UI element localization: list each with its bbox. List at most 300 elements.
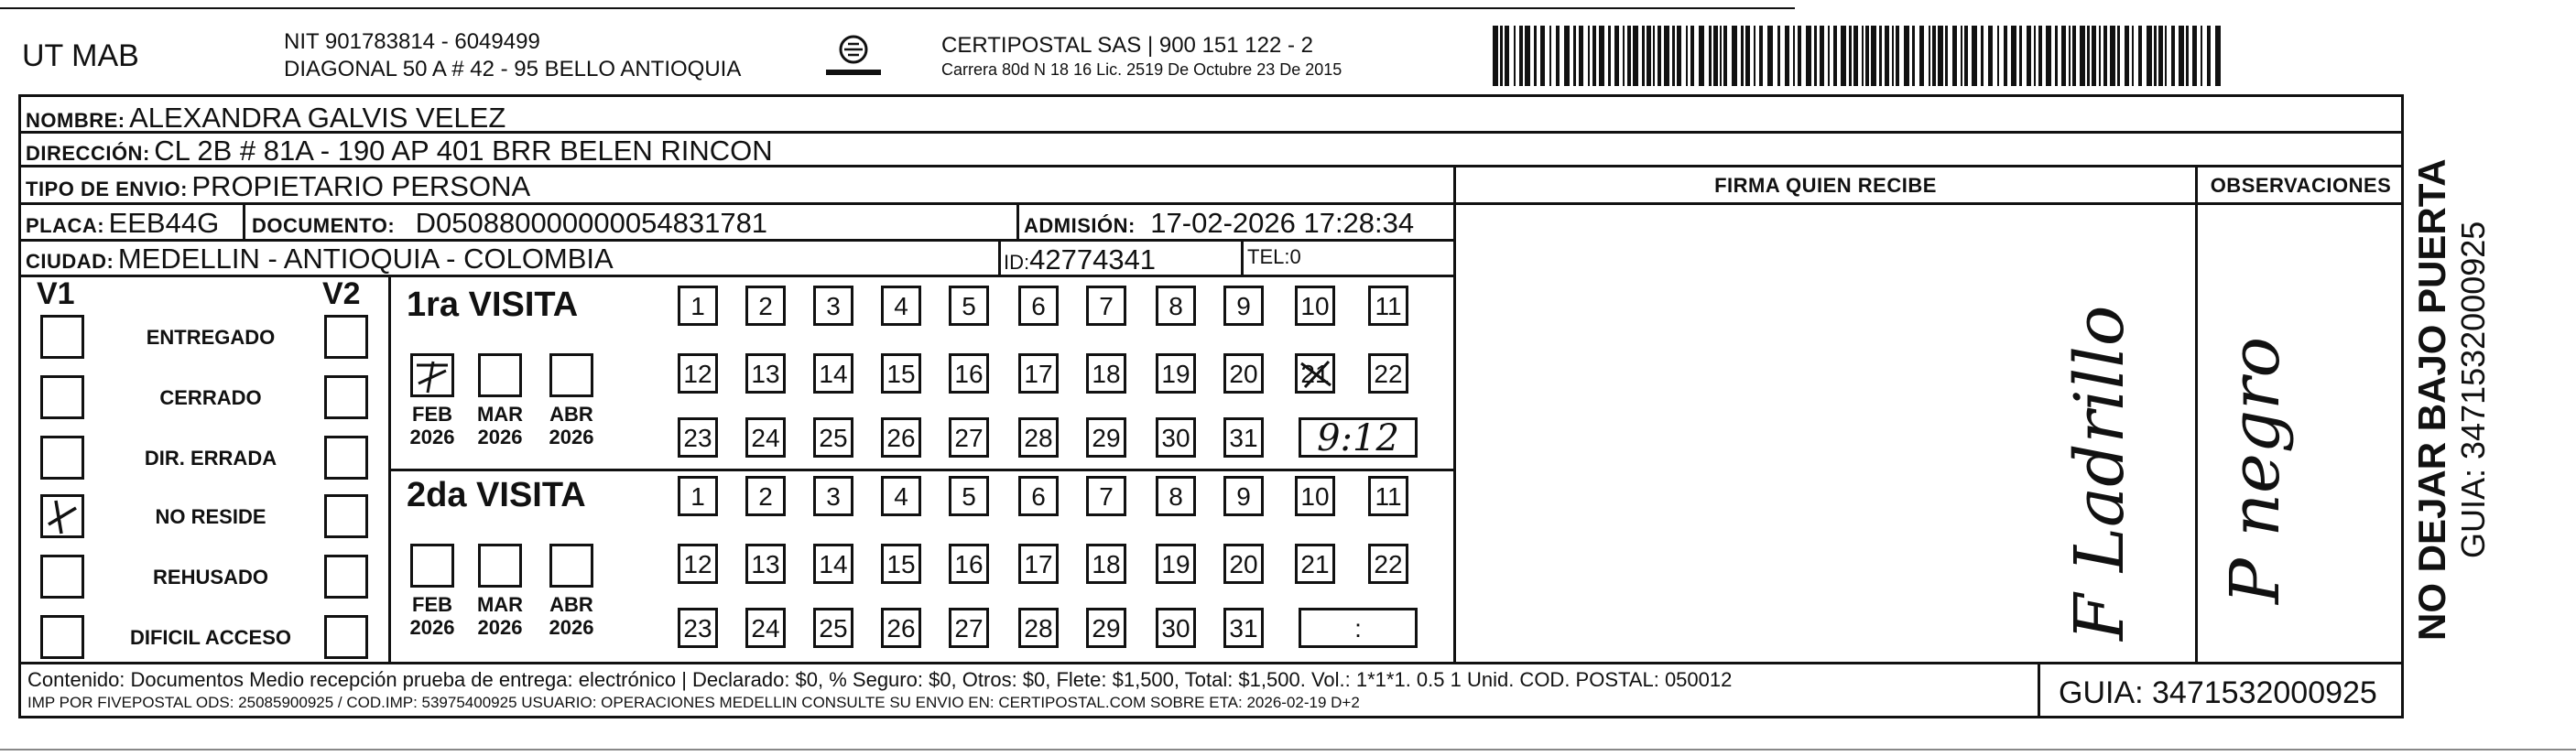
- day-number: 7: [1099, 292, 1114, 320]
- day-number: 13: [751, 360, 780, 388]
- barcode-bar: [1777, 26, 1780, 86]
- barcode-bar: [1579, 26, 1583, 86]
- first-visit-day-box[interactable]: [678, 417, 718, 458]
- first-visit-day-box[interactable]: [881, 417, 921, 458]
- company-name: UT MAB: [22, 38, 139, 73]
- tel-cell: [1247, 245, 1301, 269]
- day-number: 27: [954, 424, 984, 452]
- barcode-bar: [1798, 26, 1801, 86]
- day-number: 8: [1168, 292, 1183, 320]
- barcode-bar: [1686, 26, 1688, 86]
- barcode-bar: [2019, 26, 2022, 86]
- first-visit-day-box[interactable]: [745, 353, 786, 394]
- admission-label: ADMISIÓN:: [1024, 214, 1136, 237]
- first-visit-day-box[interactable]: [813, 417, 853, 458]
- second-visit-time-box[interactable]: [1299, 608, 1418, 648]
- status-option-label: REHUSADO: [153, 566, 268, 589]
- barcode-bar: [1642, 26, 1645, 86]
- barcode-bar: [2103, 26, 2107, 86]
- barcode-bar: [2186, 26, 2189, 86]
- status-option-label: NO RESIDE: [155, 505, 266, 528]
- barcode-bar: [1573, 26, 1576, 86]
- barcode-bar: [2110, 26, 2115, 86]
- barcode-bar: [2165, 26, 2167, 86]
- barcode-bar: [1938, 26, 1943, 86]
- barcode-bar: [1658, 26, 1661, 86]
- second-visit-day-box[interactable]: [813, 544, 853, 584]
- first-visit-day-box[interactable]: [1086, 353, 1126, 394]
- day-number: 11: [1375, 292, 1402, 320]
- month-label: [468, 403, 532, 448]
- barcode-bar: [1879, 26, 1882, 86]
- shipment-type: PROPIETARIO PERSONA: [191, 170, 531, 202]
- second-visit-day-box[interactable]: [745, 544, 786, 584]
- barcode-bar: [2004, 26, 2007, 86]
- first-visit-day-box[interactable]: [745, 417, 786, 458]
- day-number: 4: [894, 292, 908, 320]
- day-number: 3: [826, 292, 841, 320]
- barcode-bar: [1592, 26, 1596, 86]
- month-name: ABR: [549, 593, 593, 616]
- barcode-bar: [1997, 26, 1999, 86]
- type-row: [26, 170, 530, 203]
- day-number: 13: [751, 550, 780, 578]
- day-number: 17: [1024, 360, 1053, 388]
- first-visit-day-box[interactable]: [1223, 417, 1264, 458]
- day-number: 26: [886, 614, 916, 643]
- first-visit-day-box[interactable]: [1156, 353, 1196, 394]
- day-number: 12: [683, 550, 712, 578]
- second-visit-day-box[interactable]: [1018, 476, 1059, 516]
- barcode-bar: [1672, 26, 1675, 86]
- barcode-bar: [2087, 26, 2090, 86]
- v1-checkbox[interactable]: [40, 436, 84, 480]
- first-visit-day-box[interactable]: [1368, 353, 1408, 394]
- second-visit-title: 2da VISITA: [407, 476, 586, 514]
- first-visit-day-box[interactable]: [1223, 353, 1264, 394]
- v2-checkbox[interactable]: [324, 615, 368, 659]
- barcode-bar: [1981, 26, 1984, 86]
- barcode-bar: [1919, 26, 1924, 86]
- second-visit-month-checkbox[interactable]: [549, 544, 593, 588]
- day-number: 19: [1161, 360, 1190, 388]
- barcode: [1493, 26, 2221, 86]
- day-number: 29: [1092, 424, 1121, 452]
- barcode-bar: [1871, 26, 1876, 86]
- day-number: 25: [819, 424, 848, 452]
- day-number: 4: [894, 482, 908, 511]
- v2-checkbox[interactable]: [324, 494, 368, 538]
- barcode-bar: [1549, 26, 1551, 86]
- barcode-bar: [2171, 26, 2175, 86]
- barcode-bar: [2055, 26, 2058, 86]
- barcode-bar: [1828, 26, 1830, 86]
- day-number: 23: [683, 424, 712, 452]
- day-number: 22: [1374, 360, 1403, 388]
- month-name: ABR: [549, 403, 593, 426]
- second-visit-day-box[interactable]: [1156, 476, 1196, 516]
- month-label: [400, 403, 464, 448]
- first-visit-day-box[interactable]: [1018, 417, 1059, 458]
- barcode-bar: [1833, 26, 1837, 86]
- barcode-bar: [1709, 26, 1712, 86]
- month-name: FEB: [412, 593, 452, 616]
- second-visit-day-box[interactable]: [1295, 476, 1335, 516]
- company-nit: NIT 901783814 - 6049499: [284, 29, 540, 54]
- first-visit-day-box[interactable]: [678, 286, 718, 326]
- barcode-bar: [1767, 26, 1773, 86]
- first-visit-day-box[interactable]: [745, 286, 786, 326]
- day-number: 31: [1229, 424, 1258, 452]
- second-visit-day-box[interactable]: [745, 608, 786, 648]
- day-number: 16: [954, 550, 984, 578]
- status-option-label: ENTREGADO: [146, 326, 276, 349]
- second-visit-day-box[interactable]: [678, 544, 718, 584]
- tel-label: TEL:: [1247, 245, 1290, 268]
- month-name: FEB: [412, 403, 452, 426]
- barcode-bar: [1525, 26, 1530, 86]
- first-visit-day-box[interactable]: [1368, 286, 1408, 326]
- first-visit-time: 9:12: [1317, 417, 1399, 459]
- second-visit-day-box[interactable]: [949, 476, 989, 516]
- barcode-bar: [1633, 26, 1638, 86]
- v1-checkbox[interactable]: [40, 315, 84, 359]
- day-number: 24: [751, 424, 780, 452]
- first-visit-month-checkbox[interactable]: [478, 353, 522, 397]
- second-visit-day-box[interactable]: [678, 608, 718, 648]
- barcode-bar: [2207, 26, 2211, 86]
- day-number: 12: [683, 360, 712, 388]
- barcode-bar: [1540, 26, 1545, 86]
- barcode-bar: [1720, 26, 1722, 86]
- barcode-bar: [2132, 26, 2134, 86]
- barcode-bar: [1556, 26, 1560, 86]
- second-visit-day-box[interactable]: [1156, 544, 1196, 584]
- second-visit-day-box[interactable]: [1086, 476, 1126, 516]
- second-visit-day-box[interactable]: [813, 608, 853, 648]
- day-number: 5: [962, 292, 976, 320]
- first-visit-day-box[interactable]: [949, 417, 989, 458]
- day-number: 9: [1236, 482, 1251, 511]
- first-visit-day-box[interactable]: [1295, 286, 1335, 326]
- v1-checkbox[interactable]: [40, 375, 84, 419]
- v2-header: V2: [322, 276, 361, 311]
- barcode-bar: [1759, 26, 1763, 86]
- barcode-bar: [1505, 26, 1509, 86]
- id-label: ID:: [1004, 251, 1030, 274]
- observations-header: OBSERVACIONES: [2210, 174, 2392, 197]
- barcode-bar: [1964, 26, 1968, 86]
- day-number: 23: [683, 614, 712, 643]
- first-visit-day-box[interactable]: [678, 353, 718, 394]
- barcode-bar: [1952, 26, 1957, 86]
- barcode-bar: [1732, 26, 1737, 86]
- company-address: DIAGONAL 50 A # 42 - 95 BELLO ANTIOQUIA: [284, 57, 742, 81]
- barcode-bar: [1841, 26, 1846, 86]
- day-number: 11: [1375, 482, 1402, 511]
- barcode-bar: [1945, 26, 1948, 86]
- second-visit-day-box[interactable]: [1368, 476, 1408, 516]
- barcode-bar: [1972, 26, 1977, 86]
- barcode-bar: [1519, 26, 1523, 86]
- barcode-bar: [1614, 26, 1619, 86]
- type-label: TIPO DE ENVIO:: [26, 178, 188, 200]
- barcode-bar: [1713, 26, 1718, 86]
- day-number: 27: [954, 614, 984, 643]
- second-visit-day-box[interactable]: [881, 544, 921, 584]
- barcode-bar: [1500, 26, 1503, 86]
- city-value: MEDELLIN - ANTIOQUIA - COLOMBIA: [117, 243, 614, 275]
- day-number: 28: [1024, 614, 1053, 643]
- second-visit-day-box[interactable]: [1086, 544, 1126, 584]
- barcode-bar: [1599, 26, 1604, 86]
- barcode-bar: [1793, 26, 1795, 86]
- v1-checkbox[interactable]: [40, 555, 84, 599]
- second-visit-day-box[interactable]: [1223, 608, 1264, 648]
- second-visit-month-checkbox[interactable]: [410, 544, 454, 588]
- day-number: 14: [819, 550, 848, 578]
- day-number: 6: [1031, 482, 1046, 511]
- second-visit-month-checkbox[interactable]: [478, 544, 522, 588]
- second-visit-day-box[interactable]: [1086, 608, 1126, 648]
- first-visit-day-box[interactable]: [1018, 286, 1059, 326]
- status-option-label: DIFICIL ACCESO: [129, 626, 291, 649]
- month-name: MAR: [476, 403, 524, 426]
- second-visit-day-box[interactable]: [1295, 544, 1335, 584]
- cross-mark-icon: [1298, 356, 1334, 393]
- barcode-bar: [1627, 26, 1631, 86]
- second-visit-day-box[interactable]: [1156, 608, 1196, 648]
- barcode-bar: [1820, 26, 1824, 86]
- barcode-bar: [1664, 26, 1669, 86]
- handwritten-note-1: F Ladrillo: [2060, 305, 2139, 641]
- day-number: 22: [1374, 550, 1403, 578]
- day-number: 31: [1229, 614, 1258, 643]
- day-number: 9: [1236, 292, 1251, 320]
- v2-checkbox[interactable]: [324, 375, 368, 419]
- barcode-bar: [1853, 26, 1858, 86]
- first-visit-title: 1ra VISITA: [407, 286, 579, 324]
- day-number: 18: [1092, 360, 1121, 388]
- second-visit-day-box[interactable]: [1018, 544, 1059, 584]
- first-visit-day-box[interactable]: [881, 286, 921, 326]
- barcode-bar: [2192, 26, 2197, 86]
- first-visit-day-box[interactable]: [1156, 417, 1196, 458]
- first-visit-day-box[interactable]: [1086, 417, 1126, 458]
- first-visit-day-box[interactable]: [949, 353, 989, 394]
- month-year: 2026: [549, 616, 594, 639]
- month-year: 2026: [409, 426, 455, 448]
- day-number: 6: [1031, 292, 1046, 320]
- handwritten-note-2: P negro: [2216, 336, 2295, 604]
- first-visit-time-box[interactable]: [1299, 417, 1418, 458]
- first-visit-day-box[interactable]: [949, 286, 989, 326]
- barcode-bar: [2179, 26, 2184, 86]
- city-cell: [26, 243, 614, 275]
- barcode-bar: [2092, 26, 2096, 86]
- barcode-bar: [1623, 26, 1625, 86]
- barcode-bar: [1564, 26, 1570, 86]
- barcode-bar: [1677, 26, 1681, 86]
- month-label: [468, 593, 532, 639]
- id-cell: [1004, 243, 1156, 276]
- day-number: 2: [758, 292, 773, 320]
- month-label: [400, 593, 464, 639]
- month-year: 2026: [549, 426, 594, 448]
- day-number: 20: [1229, 360, 1258, 388]
- barcode-bar: [2125, 26, 2129, 86]
- second-visit-day-box[interactable]: [813, 476, 853, 516]
- barcode-bar: [1814, 26, 1817, 86]
- day-number: 25: [819, 614, 848, 643]
- first-visit-day-box[interactable]: [813, 286, 853, 326]
- status-option-label: DIR. ERRADA: [144, 447, 277, 470]
- certipostal-logo: [817, 31, 890, 82]
- barcode-bar: [2138, 26, 2142, 86]
- v2-checkbox[interactable]: [324, 436, 368, 480]
- v1-checkbox[interactable]: [40, 494, 84, 538]
- barcode-bar: [1653, 26, 1655, 86]
- barcode-bar: [2147, 26, 2152, 86]
- day-number: 17: [1024, 550, 1053, 578]
- second-visit-day-box[interactable]: [949, 544, 989, 584]
- document-value: D050880000000054831781: [415, 207, 768, 239]
- day-number: 21: [1300, 360, 1330, 388]
- second-visit-day-box[interactable]: [1223, 544, 1264, 584]
- recipient-name: ALEXANDRA GALVIS VELEZ: [129, 102, 506, 134]
- signature-header: FIRMA QUIEN RECIBE: [1714, 174, 1937, 197]
- barcode-bar: [1754, 26, 1755, 86]
- barcode-bar: [1932, 26, 1936, 86]
- month-year: 2026: [409, 616, 455, 639]
- v2-checkbox[interactable]: [324, 555, 368, 599]
- barcode-bar: [1806, 26, 1811, 86]
- footer-contents: Contenido: Documentos Medio recepción prueba de entrega: electrónico | Declarado: $0, % Seguro: $0, Otros: $0, Flete: $1,500, Total: $1,500. Vol.: 1*1*1. 0.5 1 Unid. COD. POSTAL: 050012: [27, 668, 1733, 691]
- day-number: 26: [886, 424, 916, 452]
- plate-value: EEB44G: [108, 207, 220, 239]
- barcode-bar: [2072, 26, 2076, 86]
- barcode-bar: [2034, 26, 2036, 86]
- city-label: CIUDAD:: [26, 250, 114, 273]
- barcode-bar: [2038, 26, 2042, 86]
- first-visit-day-box[interactable]: [881, 353, 921, 394]
- barcode-bar: [2069, 26, 2071, 86]
- tel-value: 0: [1289, 245, 1301, 268]
- second-visit-day-box[interactable]: [881, 608, 921, 648]
- day-number: 1: [690, 482, 705, 511]
- second-visit-time: :: [1354, 614, 1362, 643]
- barcode-bar: [1690, 26, 1694, 86]
- side-guide-number: GUIA: 3471532000925: [2454, 221, 2492, 558]
- second-visit-day-box[interactable]: [881, 476, 921, 516]
- barcode-bar: [2080, 26, 2085, 86]
- day-number: 21: [1300, 550, 1330, 578]
- day-number: 30: [1161, 614, 1190, 643]
- no-leave-under-door-warning: NO DEJAR BAJO PUERTA: [2410, 158, 2453, 641]
- second-visit-day-box[interactable]: [1223, 476, 1264, 516]
- plate-cell: [26, 207, 219, 240]
- day-number: 16: [954, 360, 984, 388]
- v1-checkbox[interactable]: [40, 615, 84, 659]
- v2-checkbox[interactable]: [324, 315, 368, 359]
- first-visit-day-box[interactable]: [1223, 286, 1264, 326]
- barcode-bar: [1988, 26, 1993, 86]
- first-visit-day-box[interactable]: [1295, 353, 1335, 394]
- id-value: 42774341: [1029, 243, 1157, 275]
- day-number: 5: [962, 482, 976, 511]
- day-number: 29: [1092, 614, 1121, 643]
- barcode-bar: [1885, 26, 1889, 86]
- day-number: 14: [819, 360, 848, 388]
- day-number: 24: [751, 614, 780, 643]
- barcode-bar: [1896, 26, 1899, 86]
- second-visit-day-box[interactable]: [678, 476, 718, 516]
- barcode-bar: [1741, 26, 1744, 86]
- barcode-bar: [1849, 26, 1852, 86]
- carrier-license: Carrera 80d N 18 16 Lic. 2519 De Octubre 23 De 2015: [941, 60, 1342, 79]
- barcode-bar: [1514, 26, 1516, 86]
- month-name: MAR: [476, 593, 524, 616]
- first-visit-day-box[interactable]: [1018, 353, 1059, 394]
- day-number: 10: [1300, 482, 1330, 511]
- name-label: NOMBRE:: [26, 109, 125, 132]
- day-number: 19: [1161, 550, 1190, 578]
- barcode-bar: [2027, 26, 2031, 86]
- second-visit-day-box[interactable]: [949, 608, 989, 648]
- barcode-bar: [1608, 26, 1611, 86]
- recipient-address: CL 2B # 81A - 190 AP 401 BRR BELEN RINCON: [154, 135, 773, 167]
- day-number: 28: [1024, 424, 1053, 452]
- day-number: 10: [1300, 292, 1330, 320]
- first-visit-day-box[interactable]: [1156, 286, 1196, 326]
- status-option-label: CERRADO: [159, 386, 262, 409]
- carrier-name: CERTIPOSTAL SAS | 900 151 122 - 2: [941, 33, 1313, 58]
- admission-cell: [1024, 207, 1414, 240]
- day-number: 15: [886, 360, 916, 388]
- document-cell: [252, 207, 767, 240]
- barcode-bar: [1647, 26, 1651, 86]
- footer-print-info: IMP POR FIVEPOSTAL ODS: 25085900925 / COD.IMP: 53975400925 USUARIO: OPERACIONES MEDELLIN CONSULTE SU ENVIO EN: CERTIPOSTAL.COM SOBRE ETA: 2026-02-19 D+2: [27, 694, 1360, 711]
- document-label: DOCUMENTO:: [252, 214, 396, 237]
- barcode-bar: [1929, 26, 1930, 86]
- second-visit-day-box[interactable]: [1018, 608, 1059, 648]
- month-year: 2026: [477, 616, 523, 639]
- barcode-bar: [2046, 26, 2051, 86]
- second-visit-day-box[interactable]: [745, 476, 786, 516]
- day-number: 15: [886, 550, 916, 578]
- month-label: [539, 593, 603, 639]
- day-number: 7: [1099, 482, 1114, 511]
- check-mark-icon: [413, 356, 451, 394]
- barcode-bar: [1534, 26, 1537, 86]
- first-visit-day-box[interactable]: [813, 353, 853, 394]
- name-row: [26, 102, 505, 135]
- barcode-bar: [1904, 26, 1909, 86]
- barcode-bar: [1865, 26, 1869, 86]
- first-visit-month-checkbox[interactable]: [549, 353, 593, 397]
- barcode-bar: [2099, 26, 2101, 86]
- first-visit-day-box[interactable]: [1086, 286, 1126, 326]
- second-visit-day-box[interactable]: [1368, 544, 1408, 584]
- barcode-bar: [1588, 26, 1590, 86]
- first-visit-month-checkbox[interactable]: [410, 353, 454, 397]
- check-mark-icon: [43, 497, 82, 535]
- address-row: [26, 135, 773, 167]
- barcode-bar: [2215, 26, 2221, 86]
- day-number: 20: [1229, 550, 1258, 578]
- v1-header: V1: [37, 276, 75, 311]
- barcode-bar: [2158, 26, 2163, 86]
